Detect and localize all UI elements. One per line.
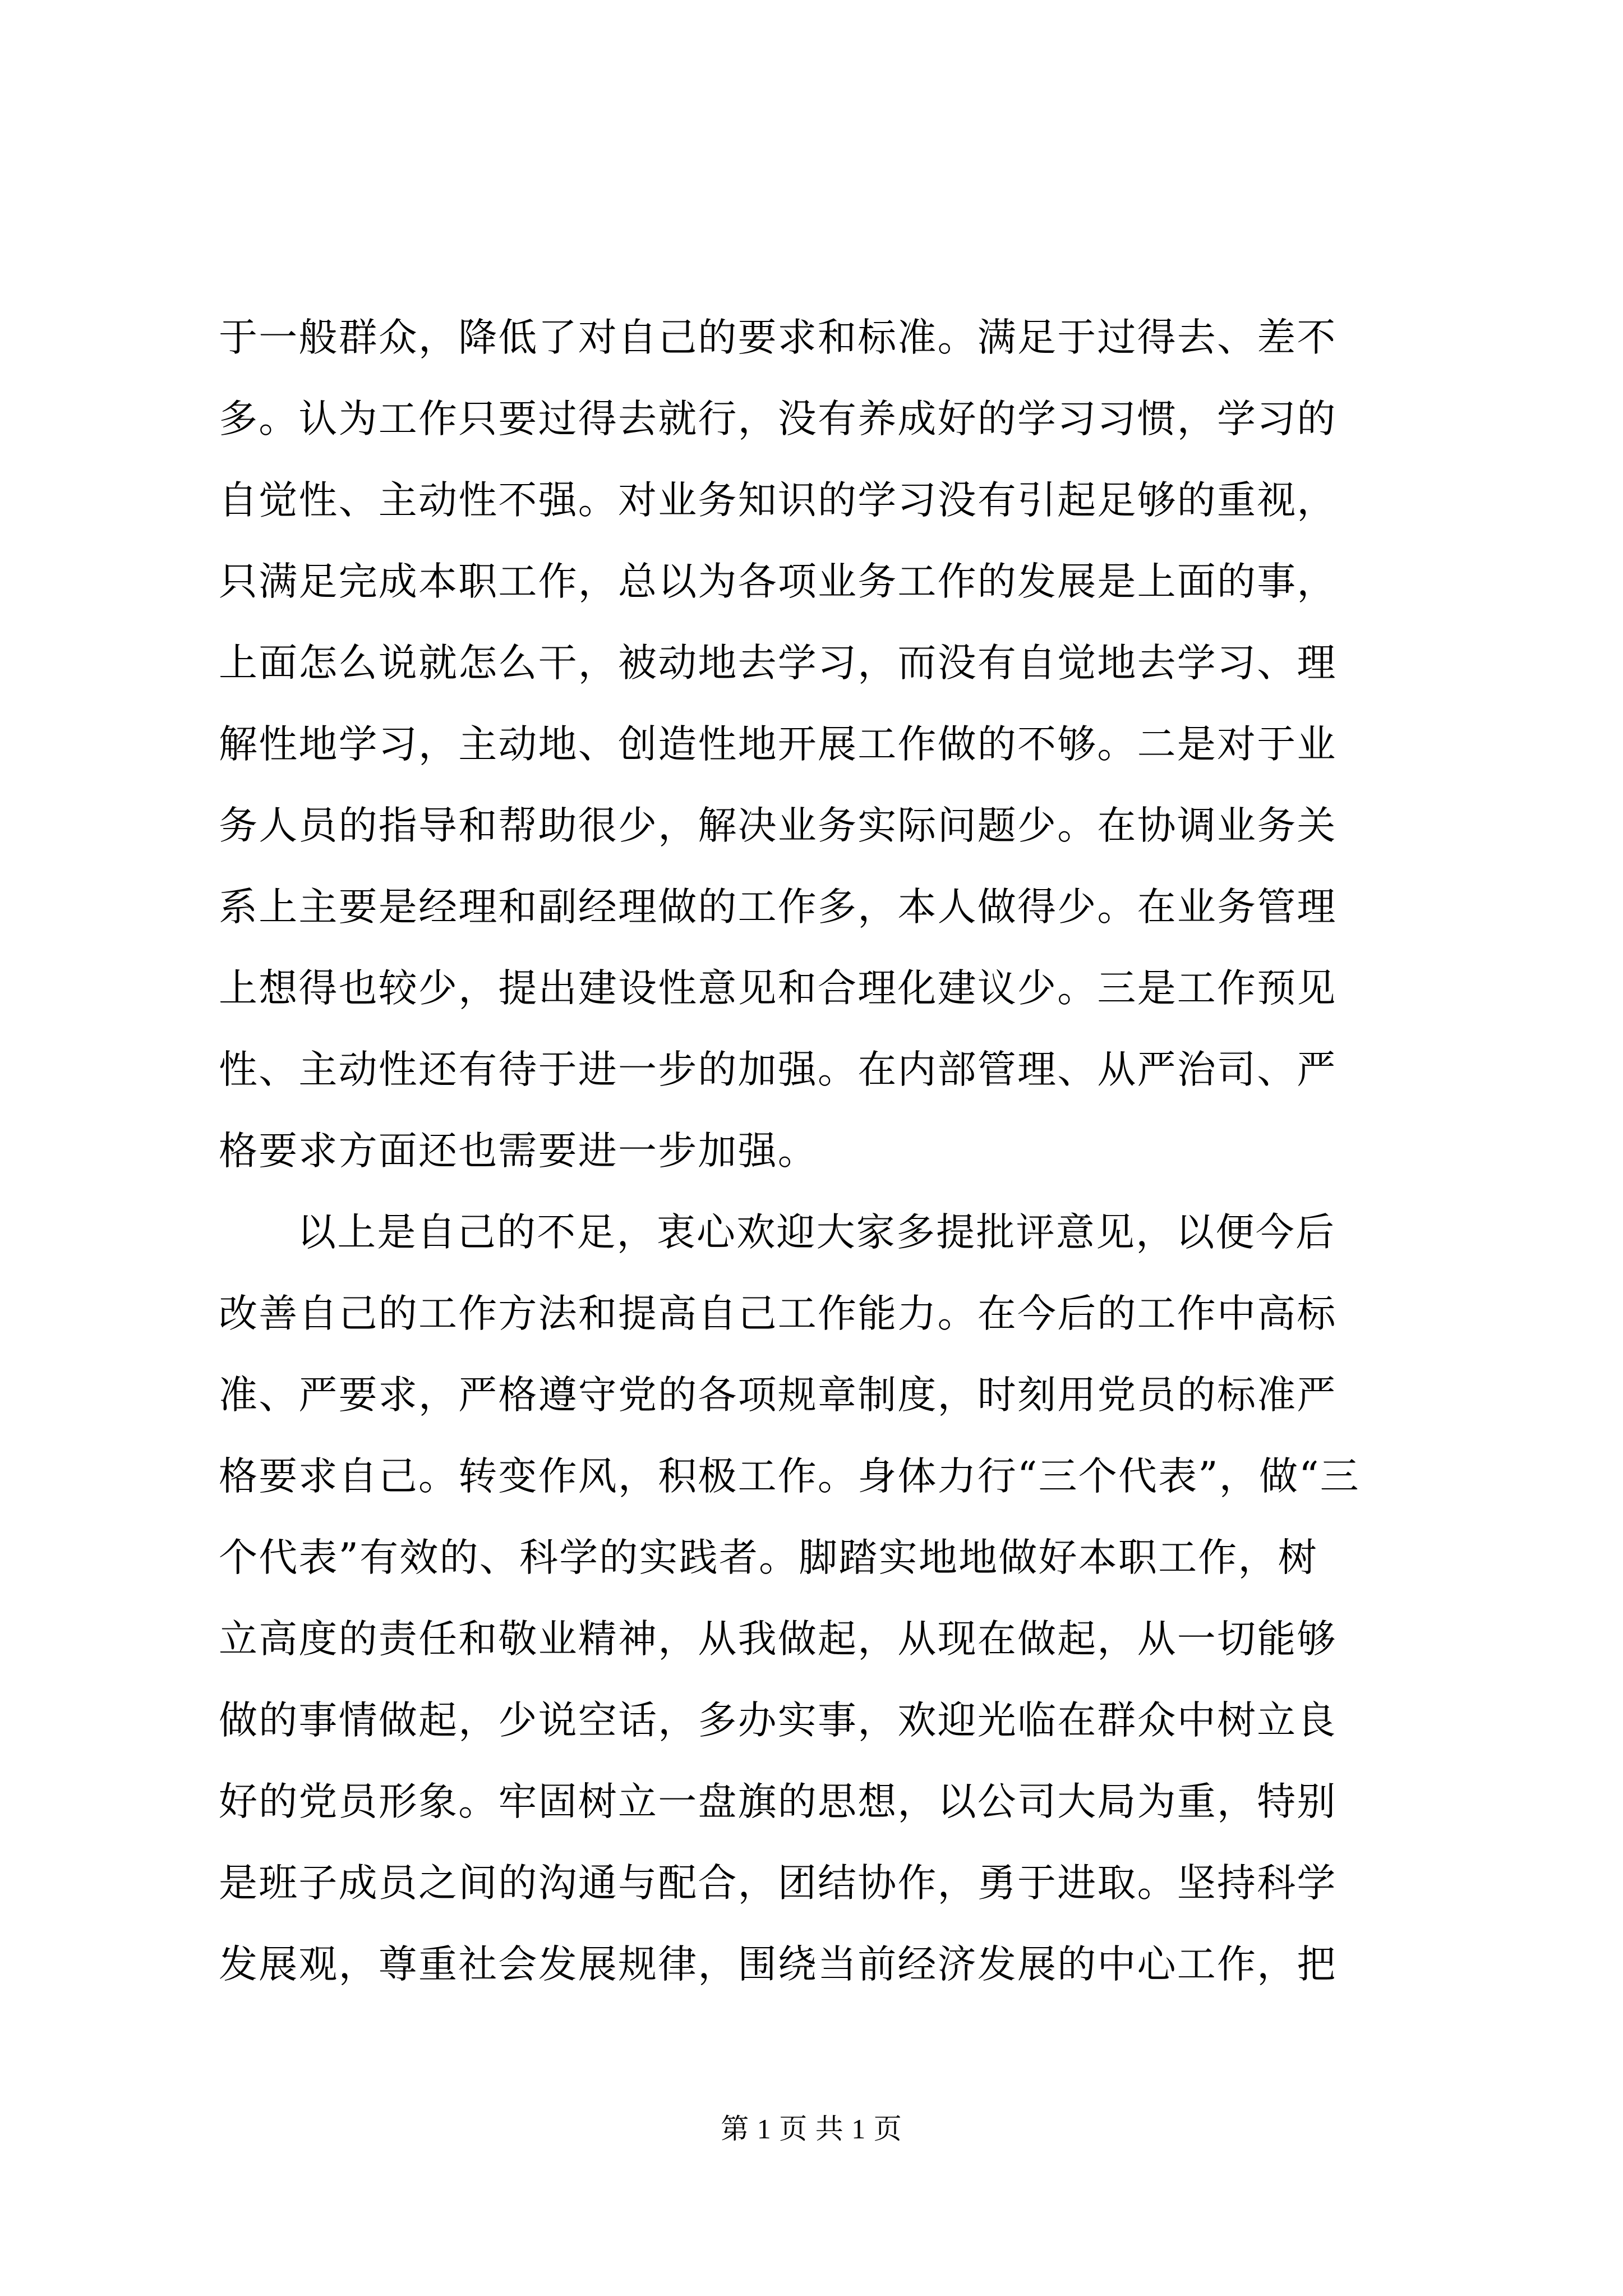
text-line: 做的事情做起，少说空话，多办实事，欢迎光临在群众中树立良 bbox=[219, 1698, 1337, 1743]
text-line: 准、严要求，严格遵守党的各项规章制度，时刻用党员的标准严 bbox=[219, 1373, 1337, 1418]
text-line: 系上主要是经理和副经理做的工作多，本人做得少。在业务管理 bbox=[219, 885, 1337, 930]
text-line: 上想得也较少，提出建设性意见和合理化建议少。三是工作预见 bbox=[219, 966, 1337, 1011]
text-line: 上面怎么说就怎么干，被动地去学习，而没有自觉地去学习、理 bbox=[219, 641, 1337, 685]
document-body bbox=[219, 297, 1413, 2005]
text-line: 改善自己的工作方法和提高自己工作能力。在今后的工作中高标 bbox=[219, 1291, 1337, 1336]
text-line: 好的党员形象。牢固树立一盘旗的思想，以公司大局为重，特别 bbox=[219, 1779, 1337, 1824]
text-line: 多。认为工作只要过得去就行，没有养成好的学习习惯，学习的 bbox=[219, 397, 1337, 441]
text-line: 是班子成员之间的沟通与配合，团结协作，勇于进取。坚持科学 bbox=[219, 1861, 1337, 1906]
text-line: 发展观，尊重社会发展规律，围绕当前经济发展的中心工作，把 bbox=[219, 1942, 1337, 1987]
text-line: 格要求自己。转变作风，积极工作。身体力行“三个代表”，做“三 bbox=[219, 1454, 1360, 1499]
text-line: 自觉性、主动性不强。对业务知识的学习没有引起足够的重视， bbox=[219, 478, 1337, 523]
text-line: 解性地学习，主动地、创造性地开展工作做的不够。二是对于业 bbox=[219, 722, 1337, 767]
text-line: 性、主动性还有待于进一步的加强。在内部管理、从严治司、严 bbox=[219, 1047, 1337, 1092]
page-footer: 第 1 页 共 1 页 bbox=[721, 2113, 902, 2145]
text-line: 务人员的指导和帮助很少，解决业务实际问题少。在协调业务关 bbox=[219, 803, 1337, 848]
text-line: 立高度的责任和敬业精神，从我做起，从现在做起，从一切能够 bbox=[219, 1617, 1337, 1662]
text-line: 于一般群众，降低了对自己的要求和标准。满足于过得去、差不 bbox=[219, 315, 1337, 360]
text-line: 以上是自己的不足，衷心欢迎大家多提批评意见，以便今后 bbox=[297, 1210, 1336, 1255]
text-line: 格要求方面还也需要进一步加强。 bbox=[219, 1129, 818, 1174]
text-line: 个代表”有效的、科学的实践者。脚踏实地地做好本职工作，树 bbox=[219, 1535, 1318, 1580]
text-line: 只满足完成本职工作，总以为各项业务工作的发展是上面的事， bbox=[219, 559, 1337, 604]
